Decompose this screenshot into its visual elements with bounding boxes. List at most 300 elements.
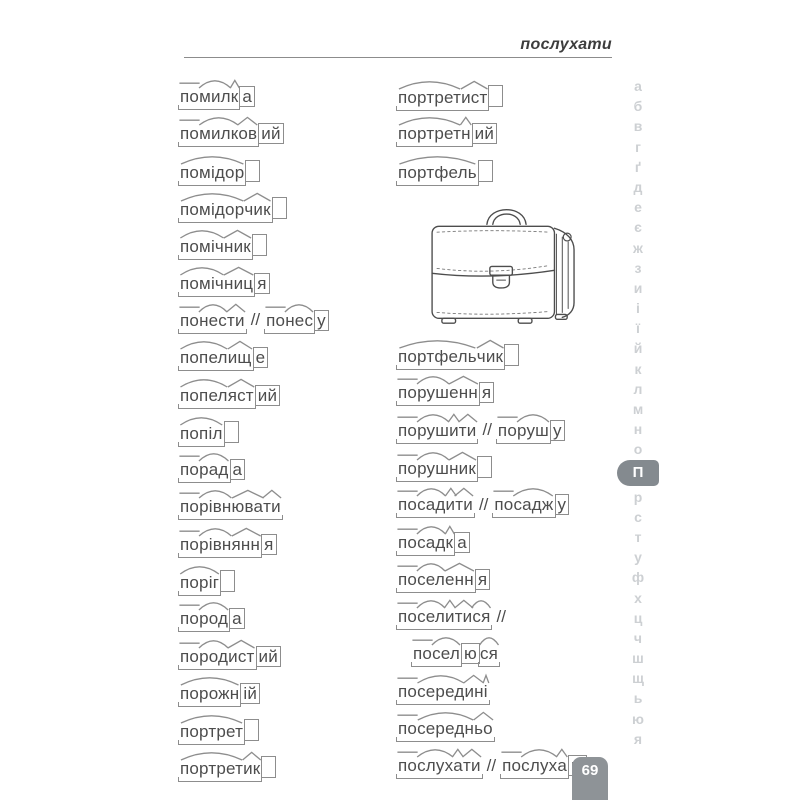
word-row — [180, 264, 392, 301]
ending-box: ий — [256, 646, 281, 667]
morpheme-text: ниц — [223, 273, 254, 293]
word — [180, 534, 277, 555]
morpheme-suf — [228, 385, 254, 406]
morpheme-pre — [180, 496, 199, 517]
morpheme-text: по — [180, 460, 200, 480]
alphabet-index — [620, 76, 656, 749]
morpheme-suf — [455, 606, 473, 627]
morpheme-text: по — [413, 644, 433, 664]
morpheme-text: помідор — [180, 162, 245, 182]
morpheme-text: по — [180, 87, 200, 107]
morpheme-root — [199, 123, 238, 144]
morpheme-suf — [449, 458, 476, 479]
word-row — [180, 600, 392, 637]
stem-underline — [494, 494, 553, 515]
word-row — [180, 451, 392, 488]
morpheme-suf — [474, 718, 493, 739]
word — [180, 570, 235, 593]
ending-box: ий — [472, 123, 497, 144]
word-row — [398, 486, 638, 523]
word — [398, 382, 494, 403]
alphabet-letter: ю — [632, 710, 644, 727]
word — [180, 273, 270, 294]
word-row — [398, 635, 638, 672]
morpheme-root — [199, 534, 231, 555]
ending-box: у — [314, 310, 329, 331]
morpheme-text: серед — [417, 681, 465, 701]
morpheme-suf — [232, 496, 264, 517]
word — [180, 86, 255, 107]
morpheme-text: по — [398, 458, 418, 478]
stem-underline — [398, 718, 493, 739]
morpheme-text: по — [180, 534, 200, 554]
page-number-tab — [572, 757, 608, 800]
alphabet-letter: ь — [633, 690, 643, 707]
morpheme-root — [199, 459, 228, 480]
morpheme-suf — [232, 534, 261, 555]
stem-underline — [180, 199, 271, 220]
morpheme-pre — [180, 86, 199, 107]
empty-ending-box — [477, 456, 492, 478]
ending-box: я — [475, 569, 490, 590]
morpheme-text: а — [453, 756, 463, 776]
morpheme-pre — [398, 718, 417, 739]
alphabet-letter: о — [633, 441, 643, 458]
morpheme-pre — [398, 382, 417, 403]
empty-ending-box — [244, 719, 259, 741]
morpheme-text: и — [444, 607, 455, 627]
empty-ending-box — [272, 197, 287, 219]
ending-box: ий — [255, 385, 280, 406]
word — [398, 494, 473, 515]
morpheme-pre — [180, 608, 199, 629]
stem-underline — [398, 87, 487, 108]
word — [180, 646, 281, 667]
morpheme-suf — [449, 382, 478, 403]
morpheme-text: по — [266, 310, 286, 330]
word — [180, 160, 260, 183]
morpheme-root — [417, 420, 449, 441]
stem-underline — [398, 494, 473, 515]
alphabet-letter: к — [634, 360, 642, 377]
morpheme-pre — [180, 123, 199, 144]
ending-box: ій — [240, 683, 260, 704]
alphabet-letter: ї — [636, 320, 640, 337]
variant-separator: // — [250, 310, 261, 330]
word-column-left — [180, 78, 392, 787]
ending-box: я — [254, 273, 269, 294]
word-row — [180, 526, 392, 563]
morpheme-text: ик — [243, 759, 261, 779]
morpheme-text: к — [230, 87, 239, 107]
word — [180, 459, 245, 480]
word — [398, 456, 492, 479]
alphabet-letter: у — [634, 549, 642, 566]
stem-underline — [180, 423, 223, 444]
morpheme-pre — [266, 310, 285, 331]
ending-box: ий — [258, 123, 283, 144]
morpheme-pre — [398, 494, 417, 515]
word-row — [398, 411, 638, 448]
word — [180, 234, 267, 257]
morpheme-root — [417, 718, 474, 739]
morpheme-root — [180, 721, 243, 742]
morpheme-root — [513, 494, 553, 515]
morpheme-pre — [398, 532, 417, 553]
word-row — [398, 710, 638, 747]
morpheme-root — [432, 643, 460, 664]
morpheme-text: род — [199, 646, 229, 666]
stem-underline — [398, 162, 477, 183]
alphabet-letter: є — [634, 219, 642, 236]
morpheme-root — [417, 382, 449, 403]
ending-box: а — [454, 532, 470, 553]
morpheme-root — [417, 532, 445, 553]
running-head: послухати — [520, 36, 612, 53]
morpheme-suf — [231, 86, 239, 107]
morpheme-root — [417, 494, 445, 515]
morpheme-root — [517, 420, 549, 441]
morpheme-pre — [413, 643, 432, 664]
ending-box: ю — [461, 643, 480, 664]
illustration-row — [398, 190, 638, 337]
word-row — [180, 153, 392, 190]
stem-underline — [398, 681, 488, 702]
morpheme-root — [180, 347, 228, 368]
morpheme-text: ти — [455, 495, 473, 515]
morpheme-text: слух — [521, 756, 558, 776]
morpheme-text: ов — [238, 124, 258, 144]
morpheme-text: портфель — [398, 347, 477, 367]
morpheme-suf — [244, 199, 270, 220]
morpheme-pre — [180, 310, 199, 331]
stem-underline — [180, 162, 244, 183]
morpheme-text: ник — [449, 458, 476, 478]
ending-box: я — [479, 382, 494, 403]
alphabet-letter: з — [634, 259, 642, 276]
alphabet-letter: т — [634, 528, 642, 545]
morpheme-suf — [464, 681, 483, 702]
morpheme-text: поміч — [180, 237, 224, 257]
morpheme-text: по — [502, 756, 522, 776]
morpheme-text: ти — [458, 420, 477, 440]
morpheme-text: портрет — [398, 124, 462, 144]
morpheme-root — [417, 458, 449, 479]
stem-underline — [180, 86, 238, 107]
word-row — [398, 374, 638, 411]
word — [398, 718, 493, 739]
morpheme-suf — [461, 87, 487, 108]
morpheme-text: ти — [263, 497, 281, 517]
morpheme-suf — [228, 347, 252, 368]
word-row — [398, 561, 638, 598]
stem-underline — [398, 123, 471, 144]
morpheme-root — [180, 385, 228, 406]
stem-underline — [480, 643, 498, 664]
morpheme-text: по — [180, 310, 200, 330]
morpheme-text: помідор — [180, 200, 245, 220]
morpheme-suf — [449, 420, 459, 441]
morpheme-suf — [446, 494, 456, 515]
stem-underline — [180, 310, 245, 331]
empty-ending-box — [504, 344, 519, 366]
morpheme-text: яст — [227, 385, 254, 405]
morpheme-text: рівн — [199, 497, 232, 517]
word-row — [180, 414, 392, 451]
alphabet-letter: і — [636, 300, 640, 317]
alphabet-letter: р — [633, 488, 643, 505]
morpheme-pre — [494, 494, 513, 515]
morpheme-text: ти — [462, 756, 481, 776]
alphabet-letter: с — [634, 508, 642, 525]
morpheme-root — [398, 162, 477, 183]
morpheme-suf — [455, 494, 473, 515]
variant-separator: // — [496, 606, 506, 626]
word-row — [180, 712, 392, 749]
word-row — [180, 227, 392, 264]
word-row — [180, 675, 392, 712]
morpheme-text: по — [398, 607, 418, 627]
morpheme-text: ист — [228, 646, 255, 666]
morpheme-text: по — [398, 420, 418, 440]
morpheme-text: чик — [476, 347, 504, 367]
word — [398, 755, 481, 776]
morpheme-text: поміч — [180, 273, 224, 293]
stem-underline — [398, 755, 481, 776]
word — [413, 643, 498, 664]
morpheme-suf — [445, 606, 455, 627]
morpheme-text: ищ — [227, 348, 252, 368]
morpheme-text: руш — [417, 458, 450, 478]
briefcase-illustration — [420, 193, 592, 333]
word — [398, 532, 470, 553]
morpheme-text: по — [398, 383, 418, 403]
stem-underline — [180, 273, 253, 294]
morpheme-suf — [445, 569, 474, 590]
ending-box: а — [229, 608, 245, 629]
word — [498, 420, 565, 441]
alphabet-letter: и — [633, 279, 643, 296]
morpheme-pre — [398, 420, 417, 441]
page-number: 69 — [581, 762, 599, 779]
word — [180, 310, 245, 331]
word-row — [180, 376, 392, 413]
morpheme-text: рівн — [199, 534, 232, 554]
morpheme-text: попіл — [180, 423, 223, 443]
morpheme-root — [180, 236, 224, 257]
morpheme-text: по — [180, 609, 200, 629]
stem-underline — [180, 646, 255, 667]
stem-underline — [398, 458, 476, 479]
empty-ending-box — [245, 160, 260, 182]
ending-box: у — [550, 420, 565, 441]
morpheme-pre — [398, 681, 417, 702]
morpheme-text: рад — [199, 460, 229, 480]
stem-underline — [398, 532, 453, 553]
morpheme-pre — [180, 534, 199, 555]
morpheme-text: ист — [461, 88, 488, 108]
word-row — [398, 673, 638, 710]
stem-underline — [398, 420, 476, 441]
alphabet-letter: щ — [632, 670, 644, 687]
morpheme-text: портфель — [398, 162, 477, 182]
morpheme-root — [398, 123, 461, 144]
morpheme-text: ти — [227, 310, 245, 330]
active-letter-tab: П — [617, 460, 659, 486]
morpheme-suf — [263, 496, 281, 517]
morpheme-text: попел — [180, 348, 228, 368]
morpheme-text: ти — [454, 607, 473, 627]
morpheme-text: по — [398, 719, 418, 738]
stem-underline — [180, 534, 260, 555]
morpheme-text: по — [180, 646, 200, 666]
alphabet-letter: я — [633, 730, 643, 747]
morpheme-text: н — [461, 124, 471, 144]
empty-ending-box — [220, 570, 235, 592]
morpheme-pre — [398, 569, 417, 590]
morpheme-pre — [502, 755, 521, 776]
empty-ending-box — [261, 756, 276, 778]
morpheme-text: род — [199, 609, 229, 629]
word — [180, 756, 276, 779]
word-row — [180, 563, 392, 600]
morpheme-suf — [461, 123, 471, 144]
alphabet-letter: б — [633, 98, 643, 115]
morpheme-text: сад — [417, 495, 446, 515]
word — [398, 344, 519, 367]
word — [398, 420, 476, 441]
morpheme-text: по — [398, 532, 418, 552]
word — [398, 85, 503, 108]
stem-underline — [398, 606, 490, 627]
morpheme-suf — [224, 236, 251, 257]
morpheme-suf — [453, 755, 463, 776]
morpheme-text: ник — [223, 237, 251, 257]
morpheme-pre — [180, 646, 199, 667]
morpheme-text: портрет — [180, 722, 244, 742]
word-row — [180, 190, 392, 227]
alphabet-letter: ч — [633, 629, 643, 646]
alphabet-letter: н — [633, 421, 643, 438]
alphabet-letter: а — [634, 78, 642, 94]
stem-underline — [180, 347, 252, 368]
morpheme-text: по — [494, 495, 514, 515]
morpheme-suf — [463, 755, 481, 776]
morpheme-post — [472, 606, 490, 627]
morpheme-root — [180, 199, 244, 220]
morpheme-text: по — [398, 569, 418, 589]
alphabet-letter: ф — [631, 569, 645, 586]
morpheme-text: ся — [472, 607, 491, 627]
morpheme-text: к — [445, 532, 454, 552]
morpheme-text: нес — [285, 310, 314, 330]
morpheme-text: руш — [417, 383, 450, 403]
morpheme-suf — [459, 420, 477, 441]
morpheme-text: енн — [444, 569, 474, 589]
morpheme-text: по — [180, 497, 200, 517]
morpheme-text: сел — [417, 569, 445, 589]
morpheme-root — [199, 608, 228, 629]
word-row — [398, 598, 638, 635]
word — [180, 719, 259, 742]
stem-underline — [398, 346, 503, 367]
stem-underline — [180, 572, 219, 593]
morpheme-root — [417, 606, 445, 627]
morpheme-root — [199, 86, 231, 107]
word — [180, 197, 287, 220]
word — [180, 347, 268, 368]
morpheme-text: попел — [180, 385, 228, 405]
morpheme-suf — [477, 346, 503, 367]
stem-underline — [180, 496, 281, 517]
morpheme-root — [398, 87, 461, 108]
word-row — [398, 337, 638, 374]
morpheme-text: садж — [513, 495, 554, 515]
active-letter-slot — [620, 460, 656, 487]
word-row — [180, 302, 392, 339]
morpheme-text: и — [445, 495, 456, 515]
word-row — [398, 78, 638, 115]
stem-underline — [180, 123, 257, 144]
ending-box: я — [261, 534, 276, 555]
morpheme-root — [417, 681, 464, 702]
stem-underline — [180, 721, 243, 742]
word — [180, 496, 281, 517]
morpheme-root — [285, 310, 313, 331]
morpheme-suf — [227, 310, 245, 331]
stem-underline — [180, 608, 228, 629]
variant-separator: // — [482, 420, 492, 440]
morpheme-text: чик — [244, 200, 271, 220]
briefcase-handle-inner — [493, 214, 520, 224]
word-row — [180, 78, 392, 115]
alphabet-letter: х — [634, 589, 642, 606]
morpheme-root — [199, 310, 227, 331]
morpheme-suf — [224, 273, 253, 294]
word — [180, 123, 284, 144]
word-row — [180, 749, 392, 786]
morpheme-text: сад — [417, 532, 446, 552]
word-row — [180, 488, 392, 525]
morpheme-text: середн — [417, 719, 475, 738]
alphabet-letter: е — [634, 199, 642, 216]
morpheme-text: енн — [449, 383, 478, 403]
morpheme-text: юва — [231, 497, 264, 517]
stem-underline — [266, 310, 313, 331]
empty-ending-box — [252, 234, 267, 256]
morpheme-pre — [498, 420, 517, 441]
morpheme-root — [180, 572, 219, 593]
morpheme-root — [180, 162, 244, 183]
morpheme-text: по — [180, 124, 200, 144]
morpheme-root — [417, 569, 445, 590]
word — [494, 494, 569, 515]
morpheme-text: по — [398, 756, 418, 776]
morpheme-text: по — [497, 420, 517, 440]
alphabet-letter: ц — [633, 609, 643, 626]
word — [180, 608, 245, 629]
header-rule — [184, 57, 612, 58]
morpheme-root — [180, 758, 243, 779]
morpheme-text: руш — [516, 420, 549, 440]
word-row — [398, 153, 638, 190]
morpheme-text: портрет — [180, 759, 244, 779]
morpheme-suf — [484, 681, 488, 702]
word — [398, 569, 490, 590]
morpheme-suf — [557, 755, 567, 776]
morpheme-text: руш — [417, 420, 450, 440]
word-row — [398, 115, 638, 152]
